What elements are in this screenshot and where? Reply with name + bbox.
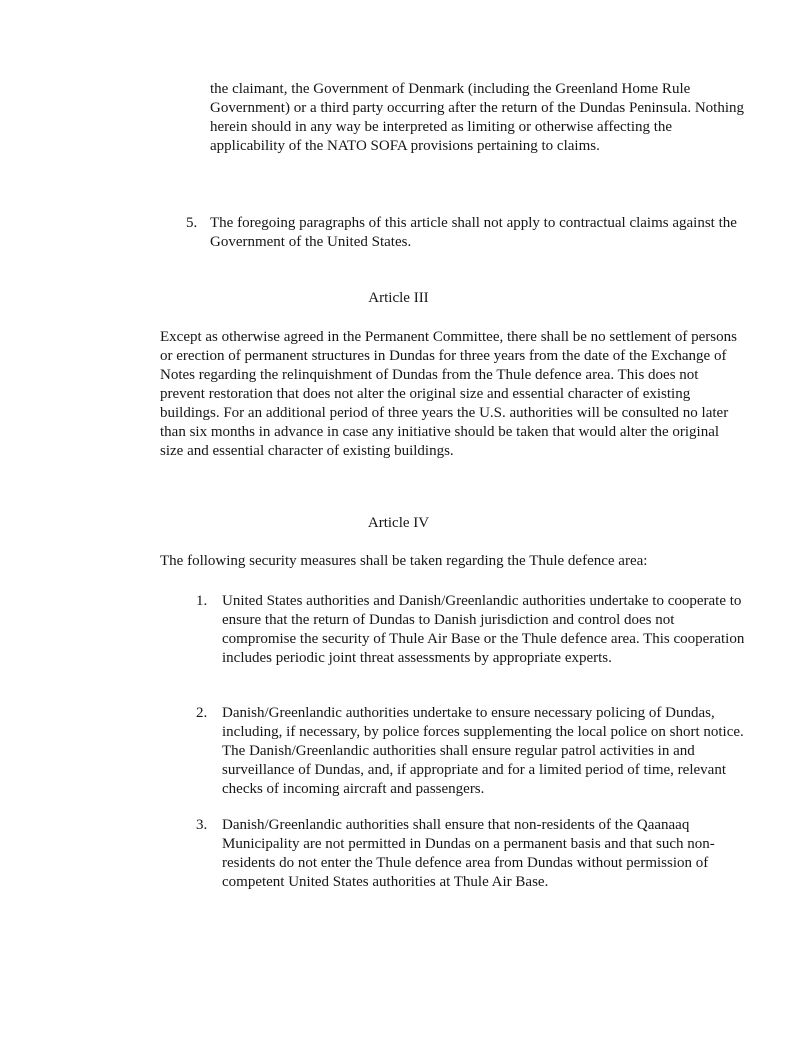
- article-4-item-3: [196, 816, 746, 892]
- article-4-item-1: [196, 592, 746, 668]
- continuation-paragraph: the claimant, the Government of Denmark (including the Greenland Home Rule Government) or a third party occurring after the return of the Dundas Peninsula. Nothing herein should in any way be interpreted as limiting or otherwise affecting the applicability of the NATO SOFA provisions pertaining to claims.: [210, 81, 745, 154]
- item-number: 5.: [186, 215, 198, 231]
- item-text: The foregoing paragraphs of this article shall not apply to contractual claims against the Government of the United States.: [210, 215, 737, 250]
- article-4-item-2: [196, 704, 746, 799]
- item-number: 1.: [196, 593, 208, 609]
- article-2-item-5: [186, 214, 746, 252]
- item-text: United States authorities and Danish/Greenlandic authorities undertake to cooperate to ensure that the return of Dundas to Danish jurisdiction and control does not compromise the security of Thule Air Base or the Thule defence area. This cooperation includes periodic joint threat assessments by appropriate experts.: [222, 593, 745, 666]
- item-text: Danish/Greenlandic authorities undertake to ensure necessary policing of Dundas, including, if necessary, by police forces supplementing the local police on short notice. The Danish/Greenlandic authorities shall ensure regular patrol activities in and surveillance of Dundas, and, if appropriate and for a limited period of time, relevant checks of incoming aircraft and passengers.: [222, 705, 744, 797]
- article-3-heading: Article III: [368, 290, 429, 306]
- item-text: Danish/Greenlandic authorities shall ensure that non-residents of the Qaanaaq Municipality are not permitted in Dundas on a permanent basis and that such non-residents do not enter the Thule defence area from Dundas without permission of competent United States authorities at Thule Air Base.: [222, 817, 715, 890]
- article-4-intro: The following security measures shall be taken regarding the Thule defence area:: [160, 553, 648, 569]
- article-4-heading: Article IV: [367, 515, 430, 531]
- article-3-body: Except as otherwise agreed in the Permanent Committee, there shall be no settlement of persons or erection of permanent structures in Dundas for three years from the date of the Exchange of Notes regarding the relinquishment of Dundas from the Thule defence area. This does not prevent restoration that does not alter the original size and essential character of existing buildings. For an additional period of three years the U.S. authorities will be consulted no later than six months in advance in case any initiative should be taken that would alter the original size and essential character of existing buildings.: [160, 329, 737, 459]
- item-number: 2.: [196, 705, 208, 721]
- item-number: 3.: [196, 817, 208, 833]
